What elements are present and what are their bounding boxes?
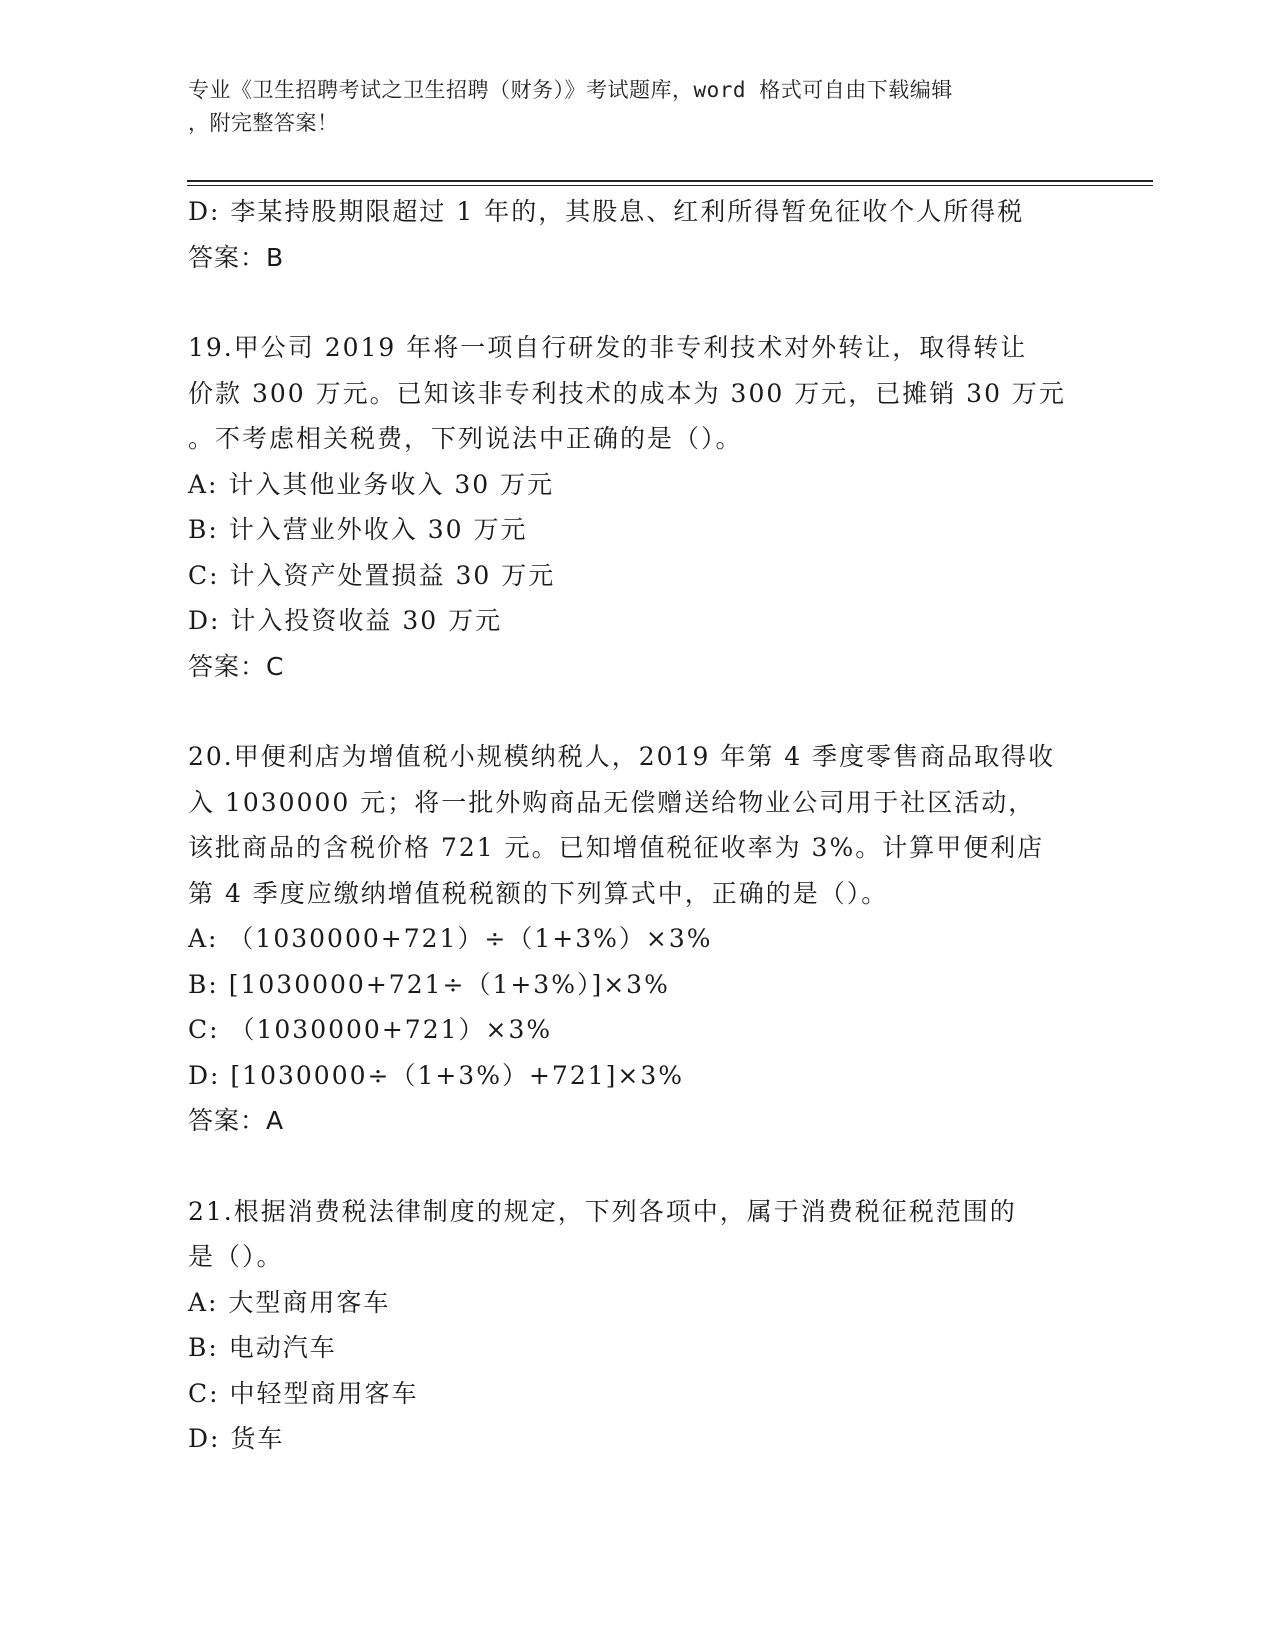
option-c: C: 中轻型商用客车 [188, 1378, 419, 1408]
question-stem-line: 该批商品的含税价格 721 元。已知增值税征收率为 3%。计算甲便利店 [188, 833, 1045, 862]
option-a: A: 大型商用客车 [188, 1287, 391, 1317]
spacer [188, 280, 1088, 325]
question-content [188, 189, 1088, 1462]
header-rule-thin [187, 185, 1153, 186]
question-stem-line: 第 4 季度应缴纳增值税税额的下列算式中，正确的是（）。 [188, 878, 889, 908]
spacer [188, 689, 1088, 734]
answer-label: 答案：A [188, 1106, 285, 1135]
option-d: D: 李某持股期限超过 1 年的，其股息、红利所得暂免征收个人所得税 [188, 197, 1025, 226]
page-header [188, 74, 1068, 140]
option-c: C: 计入资产处置损益 30 万元 [188, 560, 556, 590]
previous-question-tail [188, 189, 1088, 280]
spacer [188, 1144, 1088, 1189]
option-d: D: [1030000÷（1+3%）+721]×3% [188, 1060, 684, 1090]
question-20 [188, 734, 1088, 1144]
question-stem-line: 是（）。 [188, 1242, 284, 1271]
question-stem-line: 20.甲便利店为增值税小规模纳税人，2019 年第 4 季度零售商品取得收 [188, 742, 1056, 771]
header-rule-thick [187, 180, 1153, 182]
option-b: B: 电动汽车 [188, 1333, 337, 1362]
option-d: D: 计入投资收益 30 万元 [188, 606, 503, 635]
answer-label: 答案：C [188, 651, 285, 681]
option-a: A: 计入其他业务收入 30 万元 [188, 469, 555, 499]
question-21 [188, 1189, 1088, 1462]
question-stem-line: 价款 300 万元。已知该非专利技术的成本为 300 万元，已摊销 30 万元 [188, 378, 1066, 408]
header-line-2: ，附完整答案！ [188, 111, 339, 135]
option-c: C: （1030000+721）×3% [188, 1015, 553, 1044]
question-stem-line: 。不考虑相关税费，下列说法中正确的是（）。 [188, 424, 743, 453]
option-b: B: [1030000+721÷（1+3%）]×3% [188, 969, 670, 999]
option-b: B: 计入营业外收入 30 万元 [188, 515, 528, 544]
question-stem-line: 19.甲公司 2019 年将一项自行研发的非专利技术对外转让，取得转让 [188, 333, 1028, 362]
option-a: A: （1030000+721）÷（1+3%）×3% [188, 924, 713, 953]
question-stem-line: 入 1030000 元；将一批外购商品无偿赠送给物业公司用于社区活动， [188, 787, 1036, 817]
question-19 [188, 325, 1088, 689]
question-stem-line: 21.根据消费税法律制度的规定，下列各项中，属于消费税征税范围的 [188, 1196, 1017, 1226]
option-d: D: 货车 [188, 1424, 285, 1453]
header-line-1: 专业《卫生招聘考试之卫生招聘（财务）》考试题库，word 格式可自由下载编辑 [188, 78, 953, 102]
answer-label: 答案：B [188, 242, 285, 272]
